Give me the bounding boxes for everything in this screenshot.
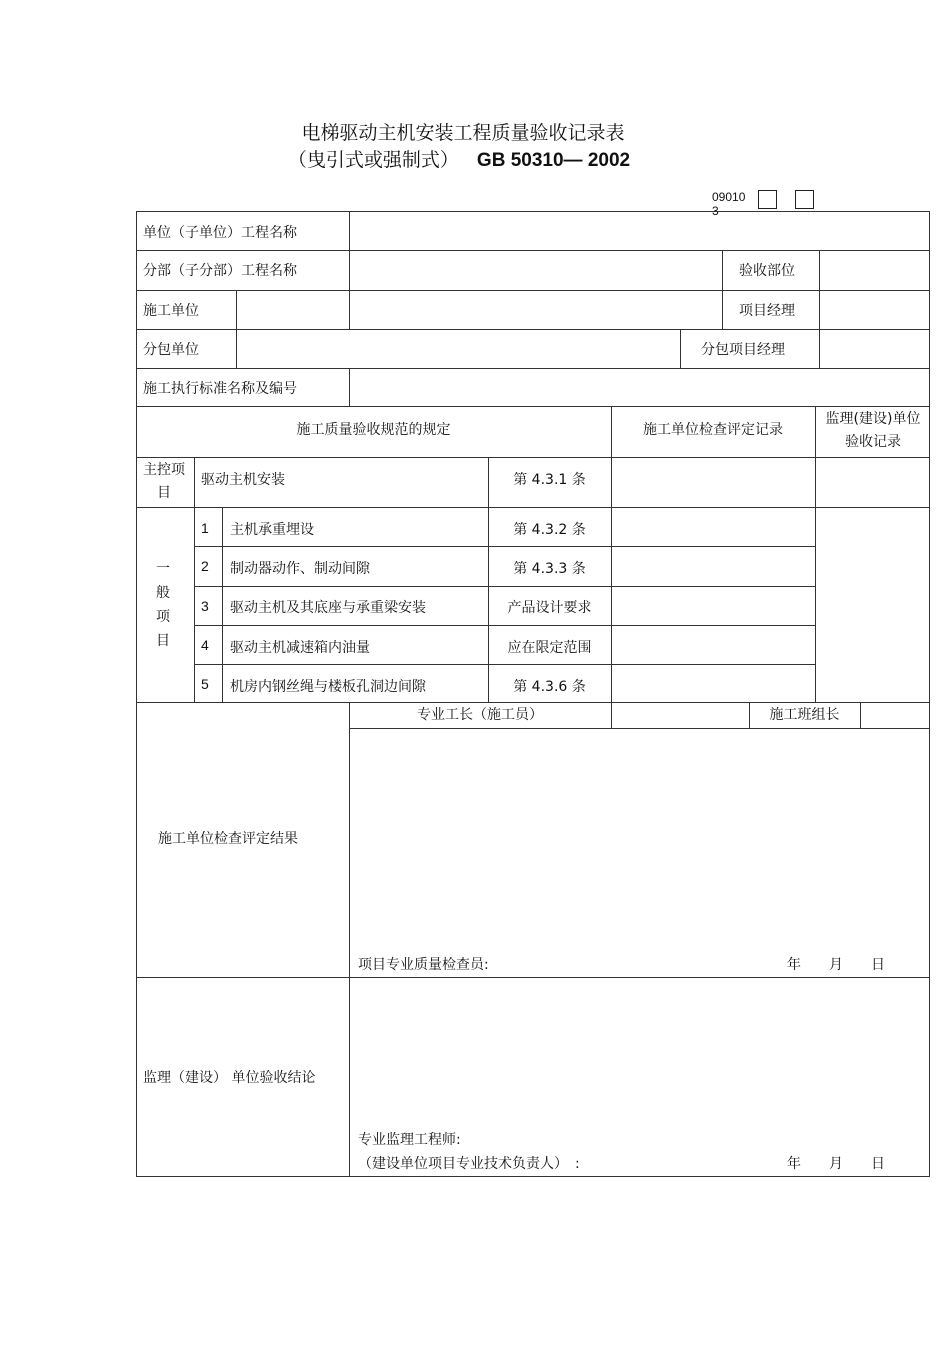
conclusion-day: 日: [871, 1156, 885, 1172]
result-month: 月: [829, 957, 843, 973]
form-code: 090103: [712, 190, 746, 218]
result-year: 年: [787, 957, 801, 973]
header-supervision: 监理(建设)单位验收记录: [825, 411, 921, 450]
general-item-clause: 第 4.3.2 条: [513, 522, 586, 538]
standard-code: GB 50310— 2002: [476, 150, 631, 171]
result-day: 日: [871, 957, 885, 973]
form-title: 电梯驱动主机安装工程质量验收记录表: [301, 122, 625, 144]
form-subtitle: [0, 145, 934, 172]
general-item-no: 1: [201, 520, 209, 536]
subtitle-type: （曳引式或强制式）: [287, 149, 459, 171]
label-unit-project-name: 单位（子单位）工程名称: [143, 225, 297, 241]
general-item-no: 2: [201, 558, 209, 574]
label-subcontractor: 分包单位: [143, 342, 199, 358]
code-checkbox-2[interactable]: [795, 190, 814, 209]
main-control-label: 主控项目: [143, 462, 185, 501]
conclusion-year: 年: [787, 1156, 801, 1172]
label-construction-unit: 施工单位: [143, 303, 199, 319]
label-division-project-name: 分部（子分部）工程名称: [143, 263, 297, 279]
general-item-name: 主机承重埋设: [230, 522, 314, 538]
general-item-clause: 产品设计要求: [507, 600, 592, 616]
general-item-no: 4: [201, 637, 209, 653]
general-item-clause: 第 4.3.3 条: [513, 561, 586, 577]
label-owner-representative: （建设单位项目专业技术负责人） :: [358, 1156, 580, 1172]
general-item-clause: 第 4.3.6 条: [513, 679, 586, 695]
label-check-result: 施工单位检查评定结果: [158, 831, 298, 847]
label-supervision-conclusion: 监理（建设） 单位验收结论: [143, 1070, 316, 1086]
label-quality-inspector: 项目专业质量检查员:: [358, 957, 489, 973]
main-control-clause: 第 4.3.1 条: [513, 472, 586, 488]
general-item-name: 驱动主机及其底座与承重梁安装: [230, 600, 426, 616]
general-item-name: 机房内钢丝绳与楼板孔洞边间隙: [230, 679, 426, 695]
label-supervising-engineer: 专业监理工程师:: [358, 1132, 461, 1148]
general-label: 一般项目: [156, 561, 170, 649]
general-item-name: 制动器动作、制动间隙: [230, 561, 370, 577]
general-item-no: 5: [201, 676, 209, 692]
label-subcontract-manager: 分包项目经理: [701, 342, 785, 358]
header-spec: 施工质量验收规范的规定: [296, 422, 451, 438]
code-checkbox-1[interactable]: [758, 190, 777, 209]
header-check-record: 施工单位检查评定记录: [643, 422, 783, 438]
label-acceptance-part: 验收部位: [739, 263, 795, 279]
label-foreman: 专业工长（施工员）: [417, 707, 543, 723]
general-item-no: 3: [201, 598, 209, 614]
general-item-name: 驱动主机减速箱内油量: [230, 640, 370, 656]
label-team-leader: 施工班组长: [769, 707, 840, 723]
general-item-clause: 应在限定范围: [507, 640, 592, 656]
conclusion-month: 月: [829, 1156, 843, 1172]
label-project-manager: 项目经理: [739, 303, 795, 319]
label-standard-name: 施工执行标准名称及编号: [143, 381, 297, 397]
main-control-item: 驱动主机安装: [201, 472, 285, 488]
